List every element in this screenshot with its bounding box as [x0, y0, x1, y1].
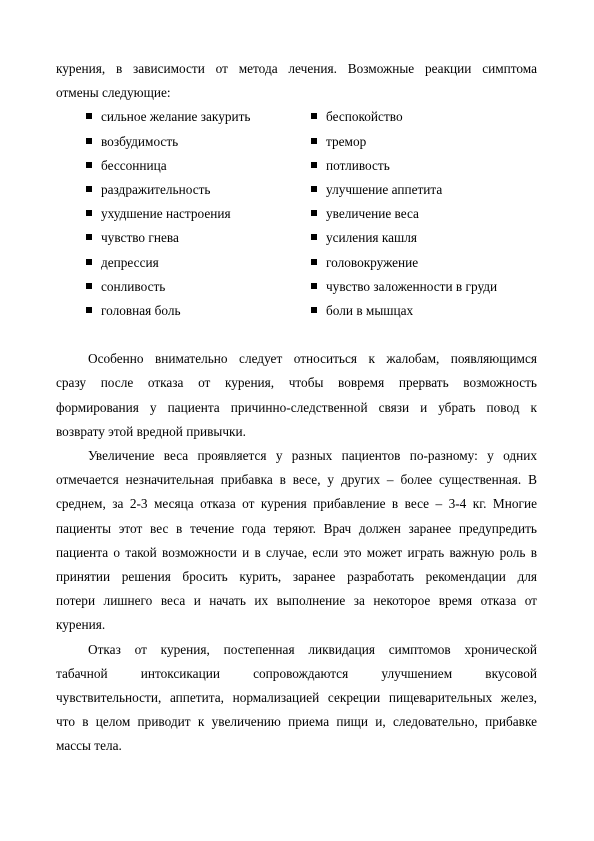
symptom-item: ухудшение настроения — [85, 202, 310, 226]
symptom-item: бессонница — [85, 154, 310, 178]
withdrawal-symptoms-list — [56, 105, 537, 323]
paragraph-line: Особенно внимательно следует относиться к жалобам, появляющимся — [88, 351, 537, 367]
document-body — [56, 57, 537, 759]
paragraph-line: пациента о такой возможности и в случае, если это может играть важную роль в — [56, 544, 537, 560]
symptom-item: боли в мышцах — [310, 299, 530, 323]
paragraph-line: Увеличение веса проявляется у разных пациентов по-разному: у одних — [88, 448, 537, 464]
paragraph-complaints — [56, 347, 537, 444]
paragraph-line: пациенты этот вес в течение года теряют. Врач должен заранее предупредить — [56, 520, 537, 536]
symptom-item: сильное желание закурить — [85, 105, 310, 129]
paragraph-line: отмечается незначительная прибавка в весе, у других – более существенная. В — [56, 472, 537, 488]
symptom-item: чувство заложенности в груди — [310, 275, 530, 299]
symptoms-column-left — [85, 105, 310, 323]
paragraph-line: потери лишнего веса и начать их выполнение за некоторое время отказа от — [56, 593, 537, 609]
paragraph-spacer — [56, 323, 537, 347]
symptoms-column-right — [310, 105, 530, 323]
paragraph-line: табачной интоксикации сопровождаются улучшением вкусовой — [56, 665, 537, 681]
paragraph-line: массы тела. — [56, 738, 122, 754]
paragraph-line: возврату этой вредной привычки. — [56, 423, 246, 439]
symptom-item: тремор — [310, 130, 530, 154]
symptom-item: головокружение — [310, 251, 530, 275]
symptom-item: улучшение аппетита — [310, 178, 530, 202]
symptom-item: увеличение веса — [310, 202, 530, 226]
symptom-item: потливость — [310, 154, 530, 178]
symptom-item: раздражительность — [85, 178, 310, 202]
symptom-item: головная боль — [85, 299, 310, 323]
paragraph-quitting-effects — [56, 638, 537, 759]
intro-line: отмены следующие: — [56, 85, 171, 101]
symptom-item: возбудимость — [85, 130, 310, 154]
paragraph-line: формирования у пациента причинно-следственной связи и убрать повод к — [56, 399, 537, 415]
symptom-item: депрессия — [85, 251, 310, 275]
intro-line: курения, в зависимости от метода лечения. Возможные реакции симптома — [56, 61, 537, 76]
paragraph-line: среднем, за 2-3 месяца отказа от курения прибавление в весе – 3-4 кг. Многие — [56, 496, 537, 512]
symptom-item: сонливость — [85, 275, 310, 299]
paragraph-line: чувствительности, аппетита, нормализацией секреции пищеварительных желез, — [56, 690, 537, 706]
paragraph-line: Отказ от курения, постепенная ликвидация симптомов хронической — [88, 641, 537, 657]
paragraph-line: сразу после отказа от курения, чтобы вовремя прервать возможность — [56, 375, 537, 391]
paragraph-line: курения. — [56, 617, 106, 633]
paragraph-line: что в целом приводит к увеличению приема пищи и, следовательно, прибавке — [56, 714, 537, 730]
symptom-item: беспокойство — [310, 105, 530, 129]
symptom-item: усиления кашля — [310, 226, 530, 250]
paragraph-weight-gain — [56, 444, 537, 638]
symptom-item: чувство гнева — [85, 226, 310, 250]
paragraph-line: принятии решения бросить курить, заранее разработать рекомендации для — [56, 569, 537, 585]
